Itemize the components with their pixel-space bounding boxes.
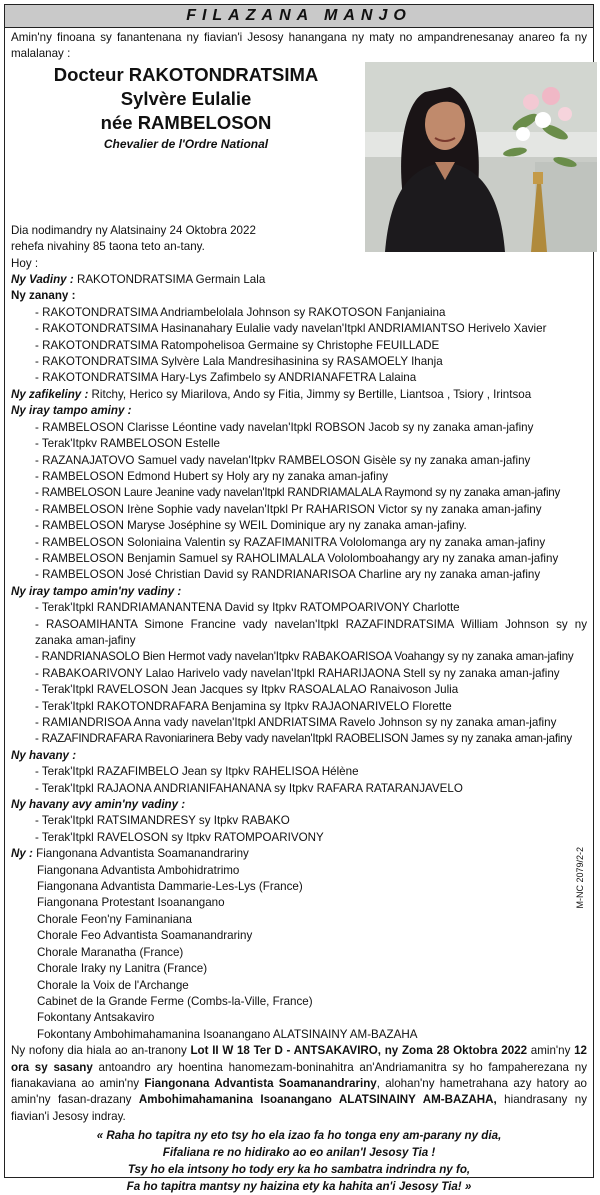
funeral-paragraph bbox=[11, 1043, 587, 1125]
grandchildren-value: Ritchy, Herico sy Miarilova, Ando sy Fitia, Jimmy sy Bertille, Liantsoa , Tsiory , Irintsoa bbox=[88, 387, 532, 401]
closing-quote bbox=[11, 1127, 587, 1195]
intro-text: Amin'ny finoana sy fanantenana ny fiavian'i Jesosy hanangana ny maty no ampandrenesanay anareo fa ny malalanay : bbox=[11, 31, 587, 61]
siblings-item: - RAMBELOSON Irène Sophie vady navelan'Itpkl Pr RAHARISON Victor sy ny zanaka aman-jafiny bbox=[35, 502, 542, 516]
spouse-siblings-item: - RAZAFINDRAFARA Ravoniarinera Beby vady navelan'Itpkl RAOBELISON James sy ny zanaka aman-jafiny bbox=[35, 732, 572, 746]
spouse-siblings-item: - RASOAMIHANTA Simone Francine vady navelan'Itpkl RAZAFINDRATSIMA William Johnson sy ny zanaka aman-jafiny bbox=[35, 617, 587, 647]
deceased-name-line3: née RAMBELOSON bbox=[100, 111, 272, 133]
age-line: rehefa nivahiny 85 taona teto an-tany. bbox=[11, 240, 205, 254]
portrait-photo bbox=[365, 62, 597, 252]
header-title: FILAZANA MANJO bbox=[5, 5, 593, 28]
organization-item: Fiangonana Advantista Dammarie-Les-Lys (France) bbox=[37, 880, 303, 894]
organization-item: Chorale la Voix de l'Archange bbox=[37, 978, 189, 992]
organization-item: Chorale Iraky ny Lanitra (France) bbox=[37, 962, 208, 976]
siblings-label: Ny iray tampo aminy : bbox=[11, 404, 132, 418]
spouse-value: RAKOTONDRATSIMA Germain Lala bbox=[73, 273, 266, 287]
reference-code: M-NC 2079/2-2 bbox=[575, 847, 585, 909]
grandchildren-line bbox=[11, 387, 587, 403]
siblings-item: - RAZANAJATOVO Samuel vady navelan'Itpkv RAMBELOSON Gisèle sy ny zanaka aman-jafiny bbox=[35, 453, 531, 467]
obituary-card bbox=[4, 4, 594, 1194]
spouse-line bbox=[11, 272, 587, 288]
organization-item: Chorale Maranatha (France) bbox=[37, 945, 184, 959]
spouse-relatives-item: - Terak'Itpkl RAVELOSON sy Itpkv RATOMPOARIVONY bbox=[35, 830, 324, 844]
funeral-address: Lot II W 18 Ter D - ANTSAKAVIRO, ny Zoma 28 Oktobra 2022 bbox=[190, 1044, 528, 1058]
relatives-item: - Terak'Itpkl RAJAONA ANDRIANIFAHANANA sy Itpkv RAFARA RATARANJAVELO bbox=[35, 781, 463, 795]
organization-item: Fokontany Antsakaviro bbox=[37, 1011, 155, 1025]
funeral-text: amin'ny bbox=[527, 1044, 575, 1058]
grandchildren-label: Ny zafikeliny : bbox=[11, 387, 89, 401]
siblings-item: - RAMBELOSON Laure Jeanine vady navelan'Itpkl RANDRIAMALALA Raymond sy ny zanaka aman-jafiny bbox=[35, 486, 561, 500]
funeral-text: antoandro ary hoentina hanomezam-boninahitra an'Andriamanitra sy ho fampaherezana ny fianakaviana ao amin'ny bbox=[11, 1060, 587, 1090]
quote-line: « Raha ho tapitra ny eto tsy ho ela izao fa ho tonga eny am-parany ny dia, bbox=[96, 1129, 502, 1143]
organization-item: Fiangonana Protestant Isoanangano bbox=[37, 896, 225, 910]
funeral-text: , alohan'ny hametrahana azy hatory ao amin'ny fasan-drazany bbox=[11, 1076, 588, 1107]
siblings-item: - RAMBELOSON Maryse Joséphine sy WEIL Dominique ary ny zanaka aman-jafiny. bbox=[35, 519, 467, 533]
deceased-name-line1: Docteur RAKOTONDRATSIMA bbox=[53, 63, 319, 85]
spouse-siblings-label: Ny iray tampo amin'ny vadiny : bbox=[11, 584, 182, 598]
deceased-name-block bbox=[11, 63, 361, 153]
siblings-item: - Terak'Itpkv RAMBELOSON Estelle bbox=[35, 437, 220, 451]
siblings-item: - RAMBELOSON Edmond Hubert sy Holy ary ny zanaka aman-jafiny bbox=[35, 469, 389, 483]
hoy-line: Hoy : bbox=[11, 256, 39, 270]
spouse-siblings-item: - Terak'Itpkl RANDRIAMANANTENA David sy Itpkv RATOMPOARIVONY Charlotte bbox=[35, 601, 460, 615]
children-item: - RAKOTONDRATSIMA Hary-Lys Zafimbelo sy ANDRIANAFETRA Lalaina bbox=[35, 371, 417, 385]
deceased-honor: Chevalier de l'Ordre National bbox=[103, 136, 269, 151]
relatives-item: - Terak'Itpkl RAZAFIMBELO Jean sy Itpkv RAHELISOA Hélène bbox=[35, 765, 359, 779]
spouse-label: Ny Vadiny : bbox=[11, 273, 74, 287]
organization-item: Chorale Feon'ny Faminaniana bbox=[37, 912, 192, 926]
relatives-label: Ny havany : bbox=[11, 748, 77, 762]
organization-item: Chorale Feo Advantista Soamanandrariny bbox=[37, 929, 253, 943]
funeral-text: Ny nofony dia hiala ao an-tranony bbox=[11, 1044, 191, 1058]
children-label: Ny zanany : bbox=[11, 289, 76, 303]
funeral-church: Fiangonana Advantista Soamanandrariny bbox=[144, 1076, 377, 1090]
death-date: Dia nodimandry ny Alatsinainy 24 Oktobra 2022 bbox=[11, 223, 256, 237]
siblings-item: - RAMBELOSON Soloniaina Valentin sy RAZAFIMANITRA Vololomanga ary ny zanaka aman-jafiny bbox=[35, 535, 546, 549]
quote-line: Tsy ho ela intsony ho tody ery ka ho sambatra indrindra ny fo, bbox=[127, 1163, 471, 1177]
portrait-illustration bbox=[365, 62, 597, 252]
top-section bbox=[11, 63, 587, 223]
siblings-item: - RAMBELOSON José Christian David sy RANDRIANARISOA Charline ary ny zanaka aman-jafiny bbox=[35, 568, 541, 582]
spouse-siblings-item: - Terak'Itpkl RAVELOSON Jean Jacques sy Itpkv RASOALALAO Ranaivoson Julia bbox=[35, 683, 459, 697]
spouse-siblings-item: - Terak'Itpkl RAKOTONDRAFARA Benjamina sy Itpkv RAJAONARIVELO Florette bbox=[35, 699, 452, 713]
funeral-text: hiandrasany ny fiavian'i Jesosy indray. bbox=[11, 1093, 587, 1123]
spouse-siblings-item: - RABAKOARIVONY Lalao Harivelo vady navelan'Itpkl RAHARIJAONA Stell sy ny zanaka aman-jafiny bbox=[35, 666, 560, 680]
children-item: - RAKOTONDRATSIMA Hasinanahary Eulalie vady navelan'Itpkl ANDRIAMIANTSO Herivelo Xavier bbox=[35, 322, 547, 336]
obituary-content bbox=[5, 28, 593, 1195]
deceased-name-line2: Sylvère Eulalie bbox=[120, 87, 252, 109]
funeral-time: 12 ora sy sasany bbox=[11, 1044, 587, 1074]
spouse-relatives-item: - Terak'Itpkl RATSIMANDRESY sy Itpkv RABAKO bbox=[35, 814, 290, 828]
organization-item: Fokontany Ambohimahamanina Isoanangano ALATSINAINY AM-BAZAHA bbox=[37, 1027, 418, 1041]
siblings-item: - RAMBELOSON Clarisse Léontine vady navelan'Itpkl ROBSON Jacob sy ny zanaka aman-jafiny bbox=[35, 420, 534, 434]
organizations-block bbox=[11, 846, 587, 862]
funeral-burial-place: Ambohimahamanina Isoanangano ALATSINAINY AM-BAZAHA, bbox=[138, 1093, 497, 1107]
organizations-label: Ny : bbox=[11, 847, 33, 861]
spouse-relatives-label: Ny havany avy amin'ny vadiny : bbox=[11, 798, 186, 812]
quote-line: Fifaliana re no hidirako ao eo anilan'I Jesosy Tia ! bbox=[162, 1146, 436, 1160]
children-item: - RAKOTONDRATSIMA Sylvère Lala Mandresihasinina sy RASAMOELY Ihanja bbox=[35, 355, 443, 369]
organization-item: Cabinet de la Grande Ferme (Combs-la-Ville, France) bbox=[37, 994, 313, 1008]
siblings-item: - RAMBELOSON Benjamin Samuel sy RAHOLIMALALA Vololomboahangy ary ny zanaka aman-jafiny bbox=[35, 551, 559, 565]
organization-item: Fiangonana Advantista Soamanandrariny bbox=[36, 847, 249, 861]
spouse-siblings-item: - RAMIANDRISOA Anna vady navelan'Itpkl ANDRIATSIMA Ravelo Johnson sy ny zanaka aman-jafiny bbox=[35, 716, 557, 729]
organization-item: Fiangonana Advantista Ambohidratrimo bbox=[37, 863, 240, 877]
children-item: - RAKOTONDRATSIMA Andriambelolala Johnson sy RAKOTOSON Fanjaniaina bbox=[35, 305, 446, 319]
spouse-siblings-item: - RANDRIANASOLO Bien Hermot vady navelan'Itpkv RABAKOARISOA Voahangy sy ny zanaka aman-jafiny bbox=[35, 650, 574, 664]
quote-line: Fa ho tapitra mantsy ny haizina ety ka hahita an'i Jesosy Tia! » bbox=[126, 1180, 472, 1194]
children-item: - RAKOTONDRATSIMA Ratompohelisoa Germaine sy Christophe FEUILLADE bbox=[35, 338, 440, 352]
